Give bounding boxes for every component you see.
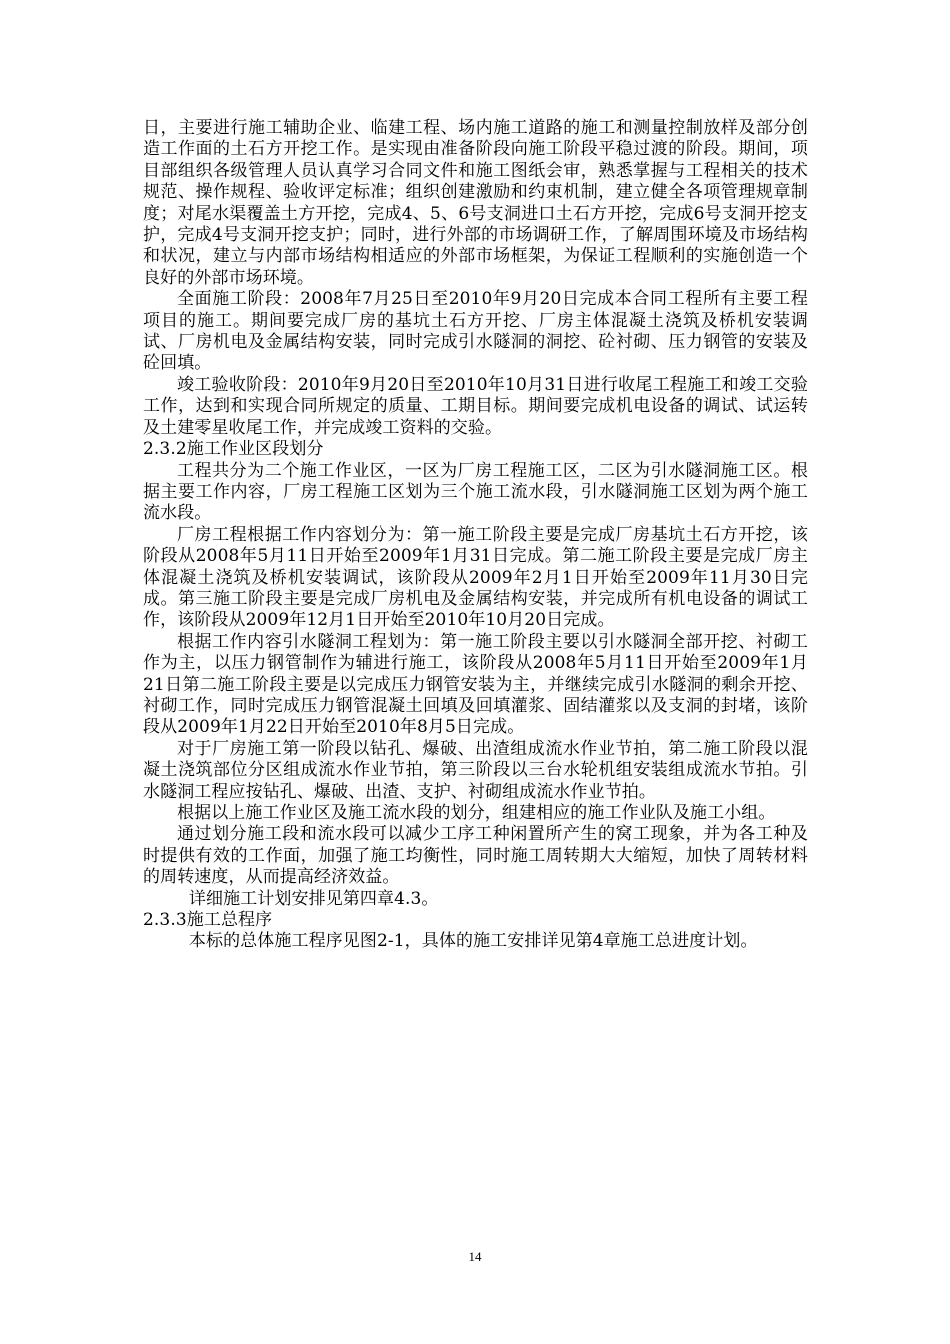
paragraph-flow-rhythm: 对于厂房施工第一阶段以钻孔、爆破、出渣组成流水作业节拍，第二施工阶段以混凝土浇筑部位分区组成流水作业节拍，第三阶段以三台水轮机组安装组成流水节拍。引水隧洞工程应按钻孔、爆破、出渣、支护、衬砌组成流水作业节拍。	[143, 738, 808, 802]
paragraph-benefits: 通过划分施工段和流水段可以减少工序工种闲置所产生的窝工现象，并为各工种及时提供有效的工作面，加强了施工均衡性，同时施工周转期大大缩短，加快了周转材料的周转速度，从而提高经济效益。	[143, 824, 808, 888]
page-number: 14	[468, 1249, 482, 1264]
document-body	[143, 118, 808, 953]
paragraph-plan-reference: 详细施工计划安排见第四章4.3。	[188, 888, 439, 909]
paragraph-powerhouse-stages: 厂房工程根据工作内容划分为：第一施工阶段主要是完成厂房基坑土石方开挖，该阶段从2008年5月11日开始至2009年1月31日完成。第二施工阶段主要是完成厂房主体混凝土浇筑及桥机安装调试，该阶段从2009年2月1日开始至2009年11月30日完成。第三施工阶段主要是完成厂房机电及金属结构安装，并完成所有机电设备的调试工作，该阶段从2009年12月1日开始至2010年10月20日完成。	[143, 524, 808, 631]
paragraph-overall-procedure: 本标的总体施工程序见图2-1，具体的施工安排详见第4章施工总进度计划。	[188, 931, 758, 952]
paragraph-team-formation: 根据以上施工作业区及施工流水段的划分，组建相应的施工作业队及施工小组。	[177, 803, 776, 823]
paragraph-completion-acceptance-stage: 竣工验收阶段：2010年9月20日至2010年10月31日进行收尾工程施工和竣工交验工作，达到和实现合同所规定的质量、工期目标。期间要完成机电设备的调试、试运转及土建零星收尾工作，并完成竣工资料的交验。	[143, 374, 808, 438]
paragraph-tunnel-stages: 根据工作内容引水隧洞工程划为：第一施工阶段主要以引水隧洞全部开挖、衬砌工作为主，以压力钢管制作为辅进行施工，该阶段从2008年5月11日开始至2009年1月21日第二施工阶段主要是以完成压力钢管安装为主，并继续完成引水隧洞的剩余开挖、衬砌工作，同时完成压力钢管混凝土回填及回填灌浆、固结灌浆以及支洞的封堵，该阶段从2009年1月22日开始至2010年8月5日完成。	[143, 631, 808, 738]
paragraph-preparation-stage-continued: 日，主要进行施工辅助企业、临建工程、场内施工道路的施工和测量控制放样及部分创造工作面的土石方开挖工作。是实现由准备阶段向施工阶段平稳过渡的阶段。期间，项目部组织各级管理人员认真学习合同文件和施工图纸会审，熟悉掌握与工程相关的技术规范、操作规程、验收评定标准；组织创建激励和约束机制，建立健全各项管理规章制度；对尾水渠覆盖土方开挖，完成4、5、6号支洞进口土石方开挖，完成6号支洞开挖支护，完成4号支洞开挖支护；同时，进行外部的市场调研工作，了解周围环境及市场结构和状况，建立与内部市场结构相适应的外部市场框架，为保证工程顺利的实施创造一个良好的外部市场环境。	[143, 118, 808, 288]
paragraph-full-construction-stage: 全面施工阶段：2008年7月25日至2010年9月20日完成本合同工程所有主要工程项目的施工。期间要完成厂房的基坑土石方开挖、厂房主体混凝土浇筑及桥机安装调试、厂房机电及金属结构安装，同时完成引水隧洞的洞挖、砼衬砌、压力钢管的安装及砼回填。	[143, 289, 808, 374]
paragraph-work-zones: 工程共分为二个施工作业区，一区为厂房工程施工区，二区为引水隧洞施工区。根据主要工作内容，厂房工程施工区划为三个施工流水段，引水隧洞施工区划为两个施工流水段。	[143, 460, 808, 524]
section-heading-2-3-3: 2.3.3施工总程序	[143, 910, 273, 931]
section-heading-2-3-2: 2.3.2施工作业区段划分	[143, 439, 324, 460]
